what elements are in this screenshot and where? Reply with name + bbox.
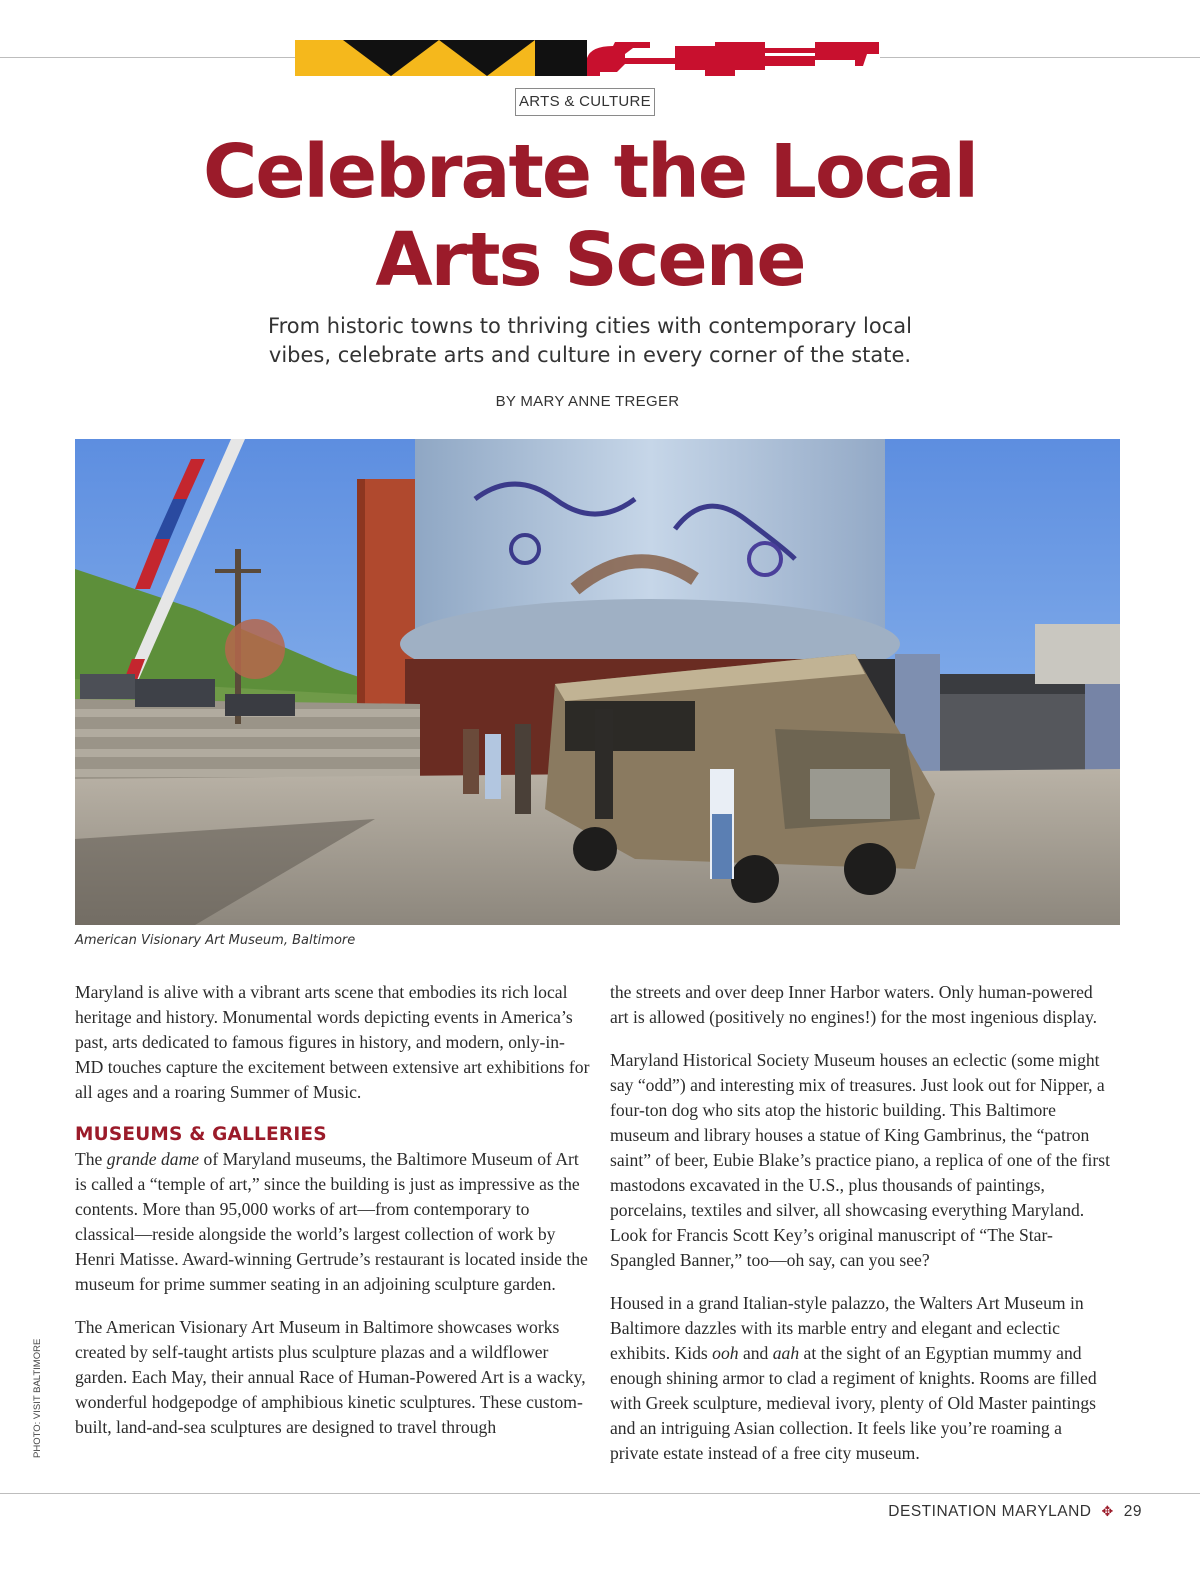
paragraph-avam-cont: the streets and over deep Inner Harbor waters. Only human-powered art is allowed (positively no engines!) for the most ingenious display. bbox=[610, 982, 1097, 1027]
walters-text-b: and bbox=[738, 1343, 773, 1363]
headline-line-1: Celebrate the Local bbox=[203, 129, 977, 215]
walters-text-c: at the sight of an Egyptian mummy and enough shining armor to clad a regiment of knights. Rooms are filled with Greek sculpture, medieval ivory, plenty of Old Master paintings and an intriguing Asian collection. It feels like you’re roaming a private estate instead of a free city museum. bbox=[610, 1343, 1097, 1463]
walters-text-a: Housed in a grand Italian-style palazzo, the Walters Art Museum in Baltimore dazzles with its marble entry and elegant and eclectic exhibits. Kids bbox=[610, 1293, 1084, 1363]
subheading-museums: MUSEUMS & GALLERIES bbox=[75, 1124, 327, 1145]
headline bbox=[150, 128, 1030, 304]
photo-caption: American Visionary Art Museum, Baltimore bbox=[75, 933, 356, 948]
dek-line-1: From historic towns to thriving cities with contemporary local bbox=[268, 314, 912, 338]
bma-emphasis: grande dame bbox=[106, 1149, 200, 1169]
headline-line-2: Arts Scene bbox=[375, 217, 805, 303]
page-footer bbox=[888, 1503, 1142, 1521]
paragraph-walters bbox=[610, 1291, 1115, 1466]
article-column-left bbox=[75, 980, 590, 1458]
maryland-cross-icon: ✥ bbox=[1101, 1503, 1114, 1519]
paragraph-historical-society: Maryland Historical Society Museum houses an eclectic (some might say “odd”) and interesting mix of treasures. Just look out for Nipper, a four-ton dog who sits atop the historic building. This Baltimore museum and library houses a statue of King Gambrinus, the “patron saint” of beer, Eubie Blake’s practice piano, a replica of one of the first mastodons excavated in the U.S., plus thousands of paintings, porcelains, textiles and silver, all showcasing everything Maryland. Look for Francis Scott Key’s original manuscript of “The Star-Spangled Banner,” too—oh say, can you see? bbox=[610, 1050, 1111, 1270]
bma-text-b: of Maryland museums, the Baltimore Museum of Art is called a “temple of art,” since the building is just as impressive as the contents. More than 95,000 works of art—from contemporary to classical—reside alongside the world’s largest collection of work by Henri Matisse. Award-winning Gertrude’s restaurant is located inside the museum for prime summer seating in an adjoining sculpture garden. bbox=[75, 1149, 588, 1294]
bottom-rule bbox=[0, 1493, 1200, 1494]
hero-photo bbox=[75, 439, 1120, 925]
page-number: 29 bbox=[1123, 1503, 1142, 1520]
paragraph-avam: The American Visionary Art Museum in Baltimore showcases works created by self-taught artists plus sculpture plazas and a wildflower garden. Each May, their annual Race of Human-Powered Art is a wacky, wonderful hodgepodge of amphibious kinetic sculptures. These custom-built, land-and-sea sculptures are designed to travel through bbox=[75, 1317, 586, 1437]
dek-line-2: vibes, celebrate arts and culture in every corner of the state. bbox=[268, 343, 912, 367]
section-tag: ARTS & CULTURE bbox=[515, 88, 655, 116]
article-column-right bbox=[610, 980, 1115, 1484]
paragraph-bma bbox=[75, 1147, 590, 1297]
walters-emphasis-aah: aah bbox=[772, 1343, 800, 1363]
bma-text-a: The bbox=[75, 1149, 107, 1169]
photo-credit: PHOTO: VISIT BALTIMORE bbox=[32, 1338, 43, 1458]
byline: BY MARY ANNE TREGER bbox=[495, 393, 680, 410]
publication-name: DESTINATION MARYLAND bbox=[888, 1503, 1092, 1520]
maryland-flag-band bbox=[295, 40, 880, 76]
dek bbox=[230, 312, 950, 370]
paragraph-intro: Maryland is alive with a vibrant arts scene that embodies its rich local heritage and history. Monumental words depicting events in America’s past, arts dedicated to famous figures in history, and modern, only-in-MD touches capture the excitement between extensive art exhibitions for all ages and a roaring Summer of Music. bbox=[75, 982, 590, 1102]
walters-emphasis-ooh: ooh bbox=[712, 1343, 739, 1363]
